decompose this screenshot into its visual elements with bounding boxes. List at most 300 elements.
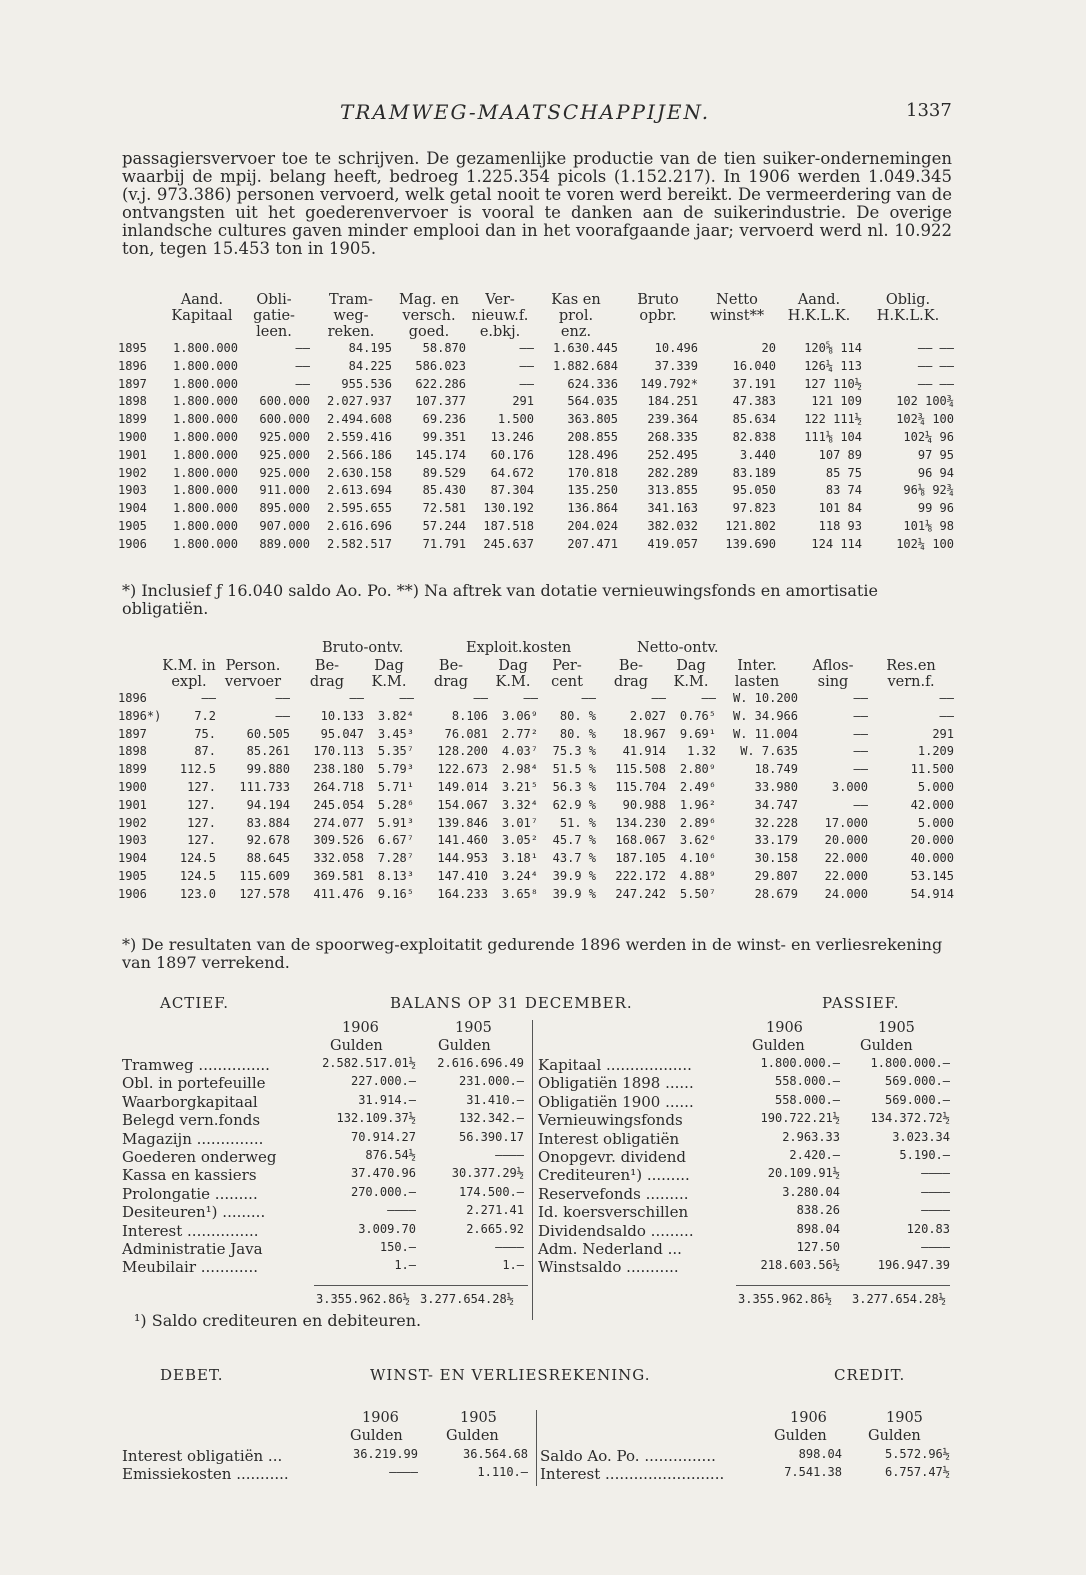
table1-cell: 1.800.000 (172, 394, 238, 409)
table2-cell: 4.88⁹ (679, 868, 716, 883)
table1-header-cell: Aand. (797, 292, 841, 308)
table1-cell: 1.800.000 (172, 483, 238, 498)
table1-cell: 2.582.517 (326, 536, 392, 551)
table1-cell: 1.500 (497, 412, 534, 427)
table1-header-cell (862, 324, 954, 340)
table2-cell: 187.105 (615, 851, 666, 866)
table1-row (118, 518, 954, 536)
table1-header-cell: Aand. (180, 292, 224, 308)
ledger-label: Dividendsaldo ......... (538, 1221, 694, 1240)
table2-cell: —— (701, 691, 716, 705)
table1-header-cell (698, 324, 776, 340)
table2-cell: —— (201, 691, 216, 705)
table1-row (118, 429, 954, 447)
table2-cell: 51.5 % (552, 762, 596, 777)
table1-cell: 69.236 (422, 412, 466, 427)
table2-cell: 5.50⁷ (679, 886, 716, 901)
table1-cell: 2.027.937 (326, 394, 392, 409)
ledger-row (538, 1203, 950, 1221)
table2-cell: 51. % (559, 815, 596, 830)
table2-cell: 3.06⁹ (501, 708, 538, 723)
ledger-row (122, 1203, 524, 1221)
table2-cell: 245.054 (313, 797, 364, 812)
table2-cell: 83.884 (246, 815, 290, 830)
table2-row (118, 761, 954, 779)
table2-cell: 88.645 (246, 851, 290, 866)
table1-cell: —— (519, 358, 534, 373)
table1-cell: 419.057 (647, 536, 698, 551)
table2-row (118, 850, 954, 868)
table1-cell: 925.000 (259, 447, 310, 462)
ledger-value-1905: 5.190.— (899, 1147, 950, 1162)
table2-cell: 122.673 (437, 762, 488, 777)
table2-cell: 80. % (559, 726, 596, 741)
table2-cell: 45.7 % (552, 833, 596, 848)
table1-cell: 85 75 (825, 465, 862, 480)
table2-cell: 3.32⁴ (501, 797, 538, 812)
table1-header-cell: reken. (327, 324, 375, 340)
table1-cell: 2.613.694 (326, 483, 392, 498)
table1-cell: 128.496 (567, 447, 618, 462)
bal-total-right-1906: 3.355.962.86½ (738, 1292, 832, 1306)
table1-cell: 313.855 (647, 483, 698, 498)
pl-year-1906-right: 1906 (790, 1410, 827, 1426)
balance-totals (0, 1292, 1086, 1312)
ledger-row (538, 1222, 950, 1240)
table1-cell: 121.802 (725, 518, 776, 533)
table2-header-cell: Per- (552, 658, 582, 674)
table2-cell: 3.82⁴ (377, 708, 414, 723)
table2-cell: 4.03⁷ (501, 744, 538, 759)
table2-cell: 1897 (118, 726, 147, 741)
ledger-value-1905: 30.377.29½ (451, 1166, 524, 1181)
table1-cell: 84.225 (348, 358, 392, 373)
table2-cell: 7.28⁷ (377, 851, 414, 866)
balance-total-rule-left (314, 1285, 528, 1286)
table2-cell: 128.200 (437, 744, 488, 759)
table2-header-cell: sing (817, 674, 849, 690)
table1-cell: 83.189 (732, 465, 776, 480)
table2-cell: 5.000 (917, 779, 954, 794)
pl-credit (540, 1447, 950, 1484)
table1-cell: 252.495 (647, 447, 698, 462)
table1-header-cell: Ver- (485, 292, 515, 308)
ledger-row (122, 1240, 524, 1258)
table1-cell: —— —— (917, 358, 954, 373)
bal-total-right-1905: 3.277.654.28½ (852, 1292, 946, 1306)
ledger-label: Administratie Java (122, 1239, 263, 1258)
ledger-row (538, 1240, 950, 1258)
table2-cell: 29.807 (754, 868, 798, 883)
table1-cell: 245.637 (483, 536, 534, 551)
table2-cell: 369.581 (313, 868, 364, 883)
table1-cell: 118 93 (818, 518, 862, 533)
table2-header-cell: expl. (171, 674, 207, 690)
table2-cell: 20.000 (910, 833, 954, 848)
group-header-netto: Netto-ontv. (637, 640, 719, 656)
ledger-row (122, 1111, 524, 1129)
ledger-value-1906: 2.582.517.01½ (322, 1056, 416, 1070)
ledger-value-1905: 56.390.17 (458, 1129, 524, 1144)
table2-cell: 1.209 (917, 744, 954, 759)
capital-table (118, 292, 954, 554)
table1-cell: 102 100¾ (896, 394, 954, 409)
table2-cell: W. 11.004 (732, 726, 798, 741)
ledger-value-1906: 36.219.99 (352, 1447, 418, 1461)
table1-header-cell (118, 324, 166, 340)
table2-cell: 127.578 (239, 886, 290, 901)
table1-header-cell: Kapitaal (171, 308, 233, 324)
table2-cell: 411.476 (313, 886, 364, 901)
bal-total-left-1906: 3.355.962.86½ (316, 1292, 410, 1306)
table2-header-cell: drag (613, 674, 649, 690)
table1-cell: 600.000 (259, 412, 310, 427)
table2-header-cell: Aflos- (812, 658, 854, 674)
table1-cell: 85.634 (732, 412, 776, 427)
ledger-value-1906: 20.109.91½ (767, 1166, 840, 1181)
balance-total-rule-right (736, 1285, 950, 1286)
table2-cell: 28.679 (754, 886, 798, 901)
table1-footnote: *) Inclusief ƒ 16.040 saldo Ao. Po. **) Na aftrek van dotatie vernieuwingsfonds en amortisatie obligatiën. (122, 581, 878, 618)
ledger-label: Obligatiën 1900 ...... (538, 1092, 694, 1111)
table2-header-row (118, 658, 954, 674)
exploitation-table (118, 658, 954, 904)
table2-cell: 11.500 (910, 762, 954, 777)
table2-cell: 17.000 (824, 815, 868, 830)
table1-cell: 99.351 (422, 429, 466, 444)
ledger-row (538, 1093, 950, 1111)
table1-cell: 2.616.696 (326, 518, 392, 533)
ledger-value-1906: 127.50 (796, 1239, 840, 1254)
ledger-value-1905: 6.757.47½ (884, 1465, 950, 1480)
ledger-label: Vernieuwingsfonds (538, 1111, 683, 1130)
table2-cell: 60.505 (246, 726, 290, 741)
ledger-row (538, 1056, 950, 1074)
ledger-value-1906: 898.04 (798, 1447, 842, 1461)
table1-cell: —— (295, 358, 310, 373)
table1-cell: 10.496 (654, 341, 698, 355)
table2-cell: 42.000 (910, 797, 954, 812)
table2-cell: 40.000 (910, 851, 954, 866)
table1-header-cell: opbr. (639, 308, 677, 324)
table2-cell: 33.980 (754, 779, 798, 794)
ledger-row (538, 1258, 950, 1276)
ledger-row (122, 1093, 524, 1111)
table1-cell: 111⅛ 104 (804, 429, 862, 444)
table1-cell: 907.000 (259, 518, 310, 533)
ledger-row (122, 1258, 524, 1276)
table2-cell: 18.749 (754, 762, 798, 777)
ledger-row (538, 1130, 950, 1148)
table1-cell: 170.818 (567, 465, 618, 480)
table1-row (118, 376, 954, 394)
pl-unit-right-2: Gulden (868, 1428, 921, 1444)
table2-cell: 123.0 (179, 886, 216, 901)
table2-cell: 5.000 (917, 815, 954, 830)
table2-cell: —— (853, 762, 868, 777)
table2-cell: 24.000 (824, 886, 868, 901)
table2-cell: 170.113 (313, 744, 364, 759)
ledger-value-1905: 2.665.92 (466, 1221, 524, 1236)
ledger-value-1905: 134.372.72½ (870, 1111, 950, 1126)
table2-header-cell: K.M. (371, 674, 407, 690)
table1-header-cell: Kas en (551, 292, 601, 308)
ledger-value-1906: 1.800.000.— (760, 1056, 840, 1070)
table1-cell: 122 111½ (804, 412, 862, 427)
table1-row (118, 500, 954, 518)
table2-cell: 264.718 (313, 779, 364, 794)
table1-header-cell: Oblig. (885, 292, 931, 308)
table1-cell: 208.855 (567, 429, 618, 444)
ledger-value-1905: 1.800.000.— (870, 1056, 950, 1070)
ledger-value-1906: 190.722.21½ (760, 1111, 840, 1126)
ledger-value-1906: ———— (389, 1465, 418, 1480)
ledger-row (122, 1447, 528, 1465)
table1-header-cell: prol. (558, 308, 594, 324)
table1-header-cell: weg- (333, 308, 369, 324)
table1-cell: 341.163 (647, 501, 698, 516)
balance-divider (532, 1020, 533, 1320)
ledger-label: Reservefonds ......... (538, 1184, 689, 1203)
table1-cell: 37.339 (654, 358, 698, 373)
table2-cell: 3.65⁸ (501, 886, 538, 901)
table2-cell: 3.01⁷ (501, 815, 538, 830)
ledger-value-1906: 150.— (379, 1239, 416, 1254)
table2-header-cell: K.M. (673, 674, 709, 690)
table2-cell: —— (939, 708, 954, 723)
table2-cell: —— (275, 691, 290, 705)
ledger-label: Interest obligatiën (538, 1129, 680, 1148)
table1-cell: 107 89 (818, 447, 862, 462)
table1-cell: 204.024 (567, 518, 618, 533)
table1-cell: 149.792* (640, 376, 698, 391)
table1-cell: 96 94 (917, 465, 954, 480)
table2-cell: 115.704 (615, 779, 666, 794)
table1-cell: 1.800.000 (172, 518, 238, 533)
ledger-row (540, 1465, 950, 1483)
table1-header-cell: H.K.L.K. (876, 308, 940, 324)
table2-footnote: *) De resultaten van de spoorweg-exploitatit gedurende 1896 werden in de winst- en verliesrekening van 1897 verrekend. (122, 935, 943, 972)
ledger-label: Waarborgkapitaal (122, 1092, 258, 1111)
table1-cell: 102¾ 100 (896, 412, 954, 427)
pl-divider (536, 1410, 537, 1486)
table2-cell: 18.967 (622, 726, 666, 741)
table2-cell: —— (275, 708, 290, 723)
table2-header-cell: vern.f. (887, 674, 935, 690)
table1-cell: 1904 (118, 501, 147, 516)
ledger-value-1906: 7.541.38 (784, 1465, 842, 1480)
ledger-value-1905: 120.83 (906, 1221, 950, 1236)
table2-cell: 6.67⁷ (377, 833, 414, 848)
table2-cell: 3.45³ (377, 726, 414, 741)
ledger-value-1905: 174.500.— (458, 1184, 524, 1199)
table1-row (118, 536, 954, 554)
table2-cell: 1896*) (118, 708, 162, 723)
ledger-value-1905: ———— (921, 1166, 950, 1181)
table2-cell: —— (853, 797, 868, 812)
balance-right-caption: PASSIEF. (822, 994, 900, 1012)
table2-cell: —— (853, 708, 868, 723)
table2-cell: —— (853, 726, 868, 741)
ledger-value-1905: ———— (921, 1184, 950, 1199)
table1-cell: 1900 (118, 429, 147, 444)
table1-header-row (118, 292, 954, 308)
table1-cell: 136.864 (567, 501, 618, 516)
table1-cell: 96⅛ 92¾ (903, 483, 954, 498)
bal-year-1906-left: 1906 (342, 1020, 379, 1036)
table2-header-cell: Dag (374, 658, 404, 674)
table2-cell: 99.880 (246, 762, 290, 777)
bal-year-1906-right: 1906 (766, 1020, 803, 1036)
ledger-value-1905: 36.564.68 (462, 1447, 528, 1461)
table2-cell: 7.2 (194, 708, 216, 723)
table1-cell: 2.566.186 (326, 447, 392, 462)
table1-cell: 895.000 (259, 501, 310, 516)
table1-row (118, 340, 954, 358)
table1-header-cell: winst** (709, 308, 765, 324)
table1-cell: 101⅛ 98 (903, 518, 954, 533)
table2-header-cell: Res.en (886, 658, 936, 674)
table1-row (118, 447, 954, 465)
ledger-label: Saldo Ao. Po. ............... (540, 1447, 716, 1465)
table2-row (118, 743, 954, 761)
table2-cell: 8.106 (451, 708, 488, 723)
balance-actief (122, 1056, 524, 1277)
table2-cell: 1901 (118, 797, 147, 812)
table2-row (118, 886, 954, 904)
ledger-label: Interest obligatiën ... (122, 1447, 283, 1465)
ledger-row (122, 1465, 528, 1483)
table1-cell: 127 110½ (804, 376, 862, 391)
ledger-label: Winstsaldo ........... (538, 1258, 679, 1277)
table2-cell: 2.027 (629, 708, 666, 723)
ledger-value-1905: 1.110.— (477, 1465, 528, 1480)
table2-header-cell: Dag (498, 658, 528, 674)
table2-row (118, 868, 954, 886)
table2-cell: 9.69¹ (679, 726, 716, 741)
table2-cell: 222.172 (615, 868, 666, 883)
table1-cell: 58.870 (422, 341, 466, 355)
table2-cell: 3.62⁶ (679, 833, 716, 848)
table2-cell: 20.000 (824, 833, 868, 848)
table2-cell: 3.24⁴ (501, 868, 538, 883)
table2-cell: 92.678 (246, 833, 290, 848)
ledger-row (122, 1148, 524, 1166)
table1-cell: 1898 (118, 394, 147, 409)
table1-cell: 120⅝ 114 (804, 341, 862, 355)
table1-header-cell: Obli- (256, 292, 292, 308)
table1-header-cell: Bruto (637, 292, 679, 308)
table1-header-cell: enz. (560, 324, 592, 340)
table1-header-cell (118, 308, 166, 324)
table2-header-cell: Person. (225, 658, 281, 674)
group-header-exploit: Exploit.kosten (466, 640, 572, 656)
table2-header-cell: Dag (676, 658, 706, 674)
table2-row (118, 797, 954, 815)
table1-cell: 57.244 (422, 518, 466, 533)
ledger-value-1906: 838.26 (796, 1203, 840, 1218)
ledger-value-1906: 2.963.33 (782, 1129, 840, 1144)
table2-header-cell: drag (433, 674, 469, 690)
balance-left-caption: ACTIEF. (160, 994, 230, 1012)
table2-row (118, 779, 954, 797)
table2-cell: —— (939, 691, 954, 705)
table2-cell: 22.000 (824, 868, 868, 883)
table1-row (118, 393, 954, 411)
table1-cell: 624.336 (567, 376, 618, 391)
table2-cell: 139.846 (437, 815, 488, 830)
table2-cell: 32.228 (754, 815, 798, 830)
pl-col-headers (0, 1410, 1086, 1446)
ledger-row (122, 1166, 524, 1184)
table2-cell: 80. % (559, 708, 596, 723)
table2-cell: 5.91³ (377, 815, 414, 830)
ledger-value-1905: 569.000.— (884, 1074, 950, 1089)
table2-cell: 75.3 % (552, 744, 596, 759)
table2-cell: 43.7 % (552, 851, 596, 866)
table2-header-cell: drag (309, 674, 345, 690)
table2-cell: 3.000 (831, 779, 868, 794)
ledger-value-1906: 37.470.96 (350, 1166, 416, 1181)
table1-cell: 85.430 (422, 483, 466, 498)
table1-header-cell (118, 292, 166, 308)
table1-cell: 107.377 (415, 394, 466, 409)
table2-header-cell: Inter. (737, 658, 777, 674)
ledger-value-1905: ———— (495, 1147, 524, 1162)
page-header (0, 100, 1086, 126)
table2-header-cell (118, 674, 162, 690)
table1-header-cell: nieuw.f. (471, 308, 529, 324)
pl-year-1906-left: 1906 (362, 1410, 399, 1426)
table2-cell: 168.067 (615, 833, 666, 848)
table1-cell: —— (519, 341, 534, 355)
table1-cell: 84.195 (348, 341, 392, 355)
table2-cell: 54.914 (910, 886, 954, 901)
ledger-label: Kassa en kassiers (122, 1166, 257, 1185)
ledger-row (538, 1166, 950, 1184)
table1-cell: 564.035 (567, 394, 618, 409)
pl-debet (122, 1447, 528, 1484)
table2-cell: 8.13³ (377, 868, 414, 883)
table2-cell: 94.194 (246, 797, 290, 812)
table1-header-cell: H.K.L.K. (787, 308, 851, 324)
ledger-label: Interest ......................... (540, 1465, 725, 1484)
table1-cell: 60.176 (490, 447, 534, 462)
table1-cell: 1.882.684 (552, 358, 618, 373)
page-number: 1337 (906, 100, 952, 121)
table1-cell: 586.023 (415, 358, 466, 373)
table1-header-cell (166, 324, 238, 340)
table2-cell: —— (399, 691, 414, 705)
ledger-value-1906: 227.000.— (350, 1074, 416, 1089)
table1-cell: 1.800.000 (172, 358, 238, 373)
table2-cell: W. 7.635 (740, 744, 798, 759)
table1-cell: 1902 (118, 465, 147, 480)
table1-header-cell: Netto (716, 292, 758, 308)
table1-cell: 1.800.000 (172, 376, 238, 391)
table2-cell: 34.747 (754, 797, 798, 812)
table2-cell: 76.081 (444, 726, 488, 741)
table2-row (118, 708, 954, 726)
table1-cell: 95.050 (732, 483, 776, 498)
table1-header-row (118, 324, 954, 340)
table2-cell: —— (523, 691, 538, 705)
bal-year-1905-left: 1905 (455, 1020, 492, 1036)
table2-cell: 238.180 (313, 762, 364, 777)
table2-cell: 87. (194, 744, 216, 759)
ledger-value-1906: 876.54½ (365, 1147, 416, 1162)
table2-cell: 127. (187, 815, 216, 830)
